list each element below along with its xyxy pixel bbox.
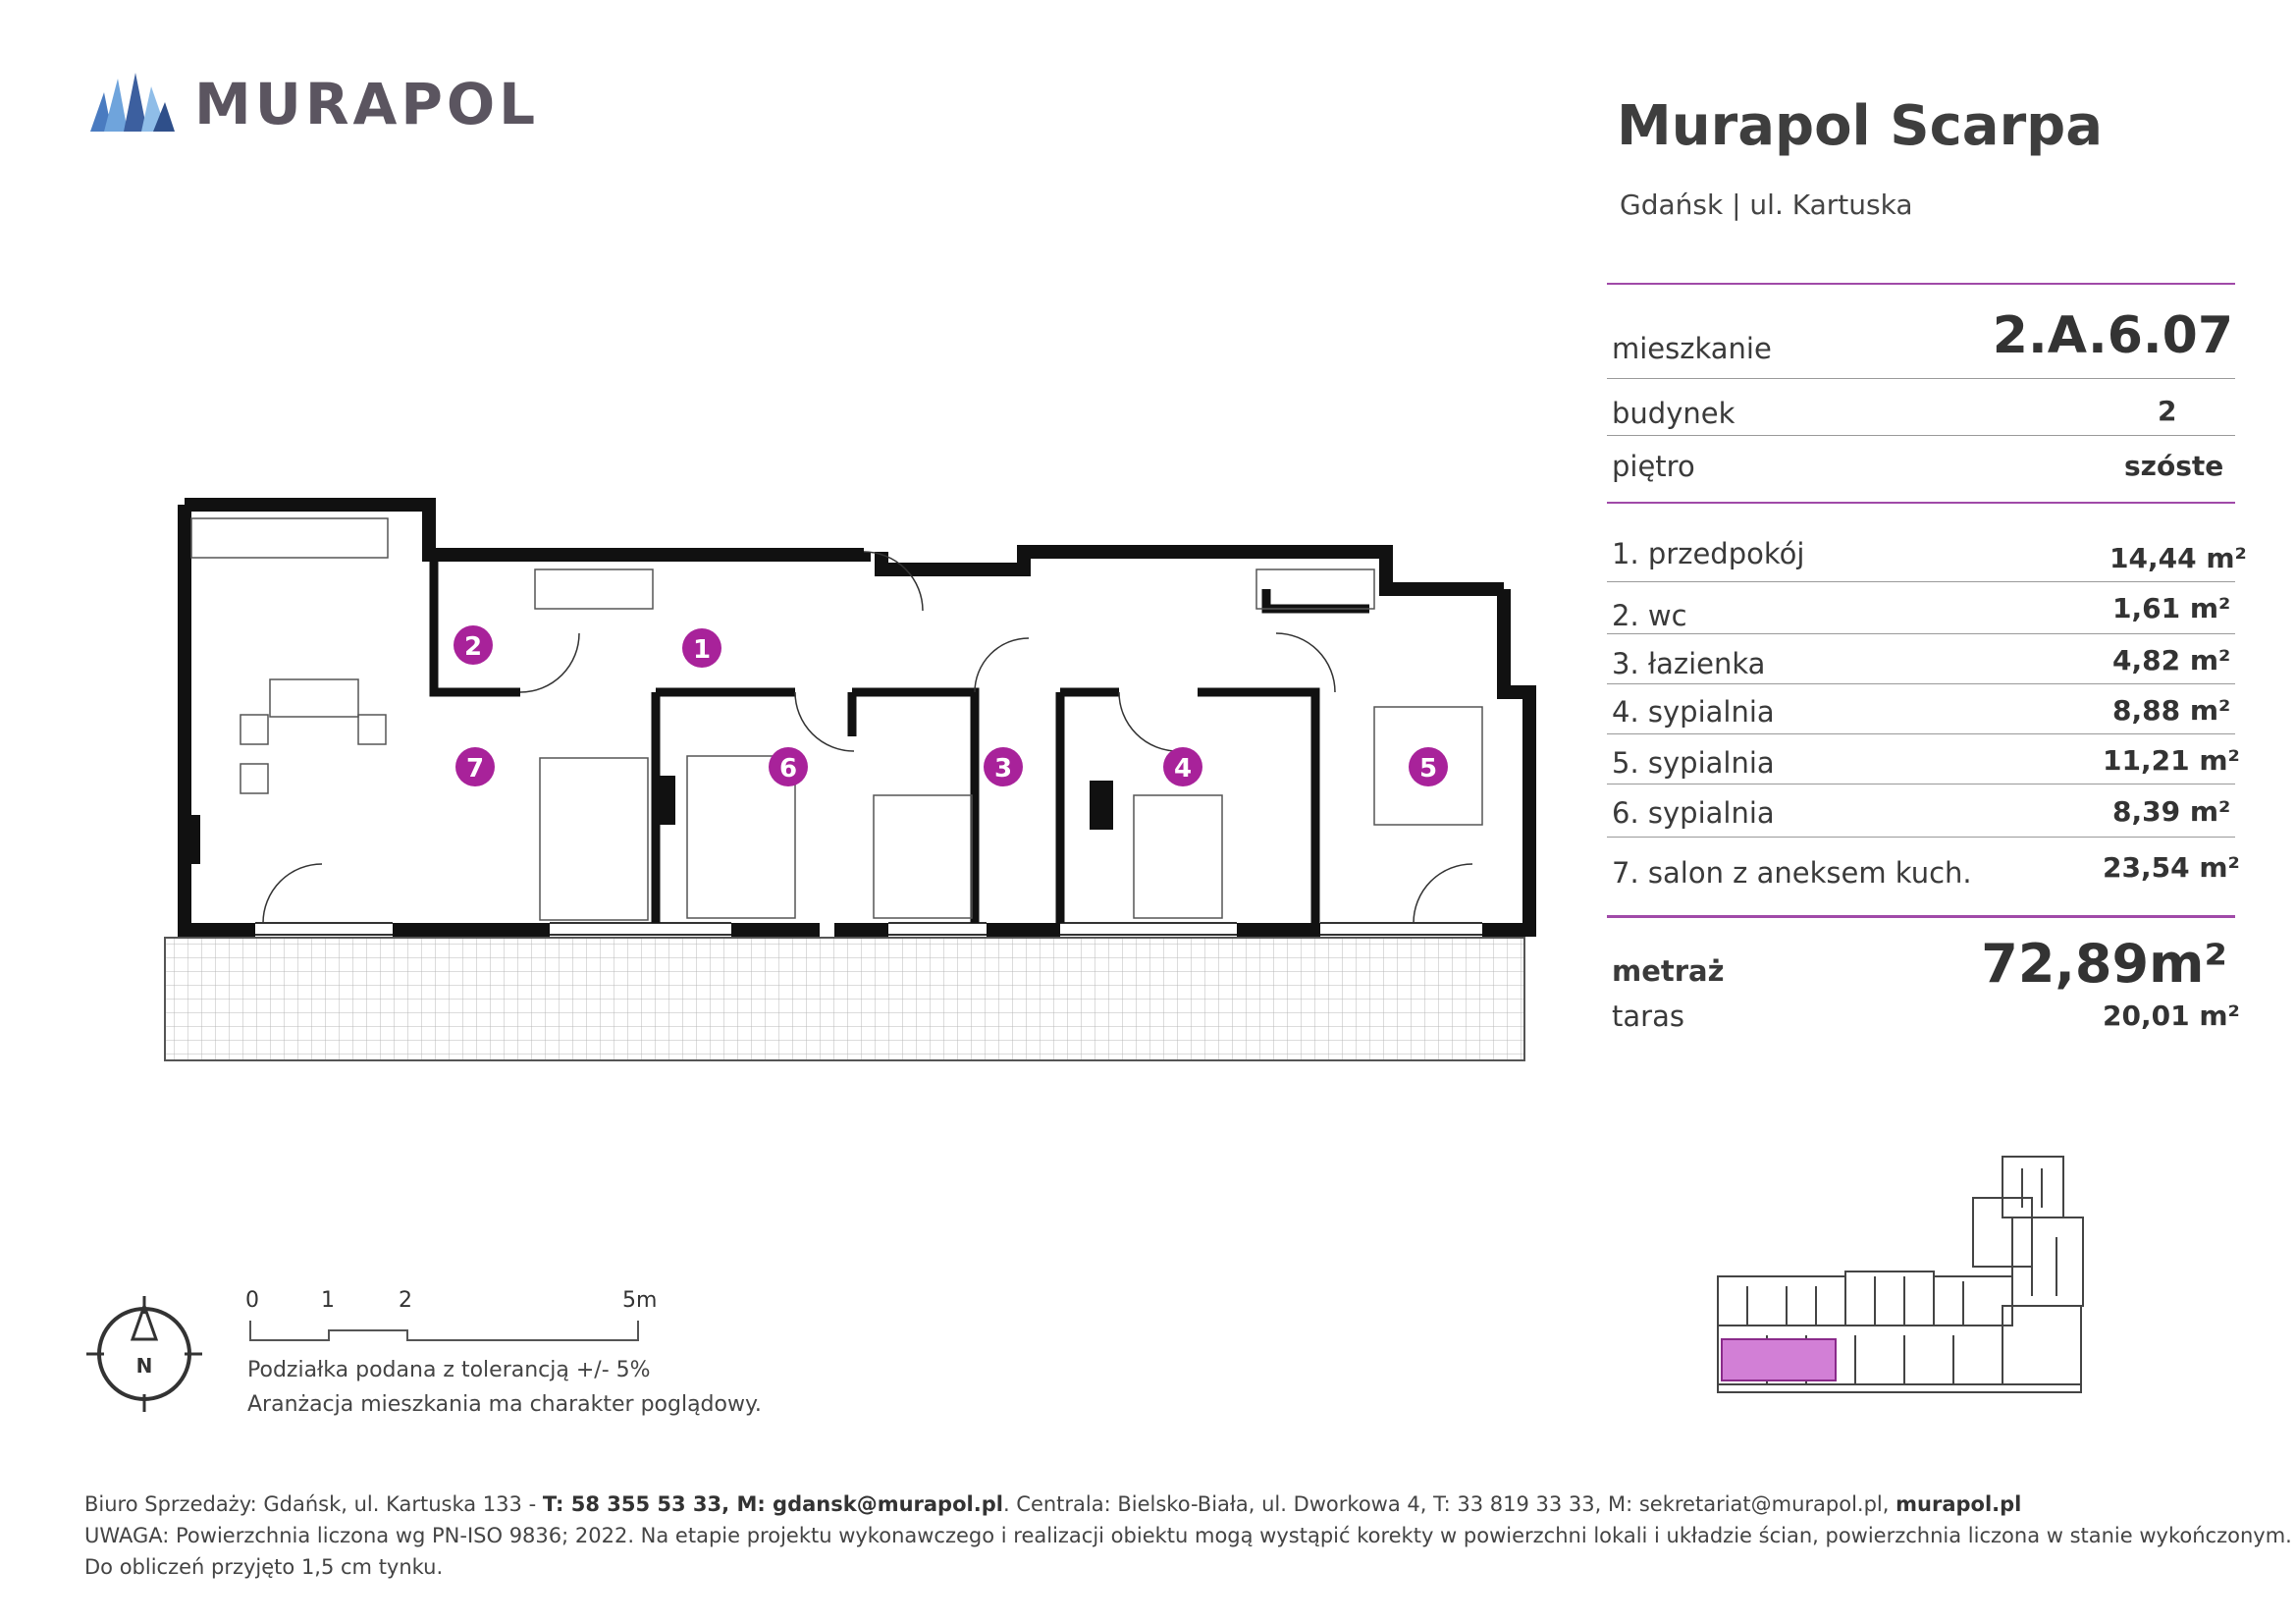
- footer-website-link[interactable]: murapol.pl: [1896, 1492, 2022, 1516]
- room-name: 3. łazienka: [1612, 647, 1766, 680]
- divider: [1607, 633, 2235, 634]
- room-name: 4. sypialnia: [1612, 695, 1775, 729]
- footer-contact: [84, 1492, 2021, 1516]
- interior-walls: [434, 560, 1369, 923]
- room-marker-label: 1: [692, 635, 712, 665]
- metraz-value: 72,89m²: [1981, 933, 2227, 995]
- room-area: 8,88 m²: [2112, 694, 2231, 727]
- room-markers: [454, 625, 1448, 786]
- floor-plan: [147, 491, 1541, 1070]
- divider: [1607, 435, 2235, 436]
- apartment-highlight: [1722, 1339, 1836, 1380]
- murapol-logo-icon: [90, 73, 175, 132]
- divider: [1607, 581, 2235, 582]
- room-marker-label: 7: [465, 754, 485, 784]
- footer-sales-office: Biuro Sprzedaży: Gdańsk, ul. Kartuska 133 -: [84, 1492, 543, 1516]
- divider: [1607, 837, 2235, 838]
- divider: [1607, 683, 2235, 684]
- project-address: Gdańsk | ul. Kartuska: [1620, 189, 1913, 221]
- metraz-label: metraż: [1612, 954, 1725, 988]
- room-name: 2. wc: [1612, 599, 1687, 632]
- scale-tick: 1: [321, 1288, 335, 1313]
- room-area: 11,21 m²: [2103, 744, 2240, 777]
- tolerance-note: Podziałka podana z tolerancją +/- 5%: [247, 1358, 651, 1382]
- room-marker-label: 4: [1173, 754, 1193, 784]
- furniture: [191, 518, 1482, 920]
- project-title: Murapol Scarpa: [1617, 94, 2104, 158]
- room-marker-label: 3: [993, 754, 1013, 784]
- room-area: 23,54 m²: [2103, 851, 2240, 884]
- scale-bar: [245, 1316, 648, 1345]
- room-name: 5. sypialnia: [1612, 746, 1775, 780]
- divider: [1607, 733, 2235, 734]
- room-marker-label: 5: [1418, 754, 1438, 784]
- room-name: 7. salon z aneksem kuch.: [1612, 856, 1972, 890]
- apartment-label: mieszkanie: [1612, 332, 1772, 365]
- room-name: 6. sypialnia: [1612, 796, 1775, 830]
- footer-notice: UWAGA: Powierzchnia liczona wg PN-ISO 9836; 2022. Na etapie projektu wykonawczego i realizacji obiektu mogą wystąpić korekty w powierzchni lokali i układzie ścian, powierzchnia liczona w stanie wykończonym.: [84, 1524, 2292, 1547]
- room-marker-label: 2: [463, 632, 483, 662]
- divider: [1607, 502, 2235, 504]
- compass-label: N: [135, 1354, 153, 1378]
- scale-tick: 5m: [622, 1288, 658, 1313]
- terrace: [165, 938, 1524, 1060]
- building-key-plan: [1708, 1149, 2101, 1404]
- room-marker-label: 6: [778, 754, 798, 784]
- footer-plaster-note: Do obliczeń przyjęto 1,5 cm tynku.: [84, 1555, 444, 1579]
- floor-value: szóste: [2124, 450, 2224, 482]
- room-area: 1,61 m²: [2112, 592, 2231, 624]
- scale-tick: 2: [399, 1288, 412, 1313]
- building-value: 2: [2158, 395, 2177, 427]
- taras-value: 20,01 m²: [2103, 1000, 2240, 1032]
- room-area: 14,44 m²: [2109, 542, 2247, 574]
- compass-icon: [86, 1296, 202, 1412]
- building-label: budynek: [1612, 397, 1735, 430]
- logo-text: MURAPOL: [194, 71, 540, 137]
- footer-sales-contact[interactable]: T: 58 355 53 33, M: gdansk@murapol.pl: [542, 1492, 1003, 1516]
- floor-label: piętro: [1612, 450, 1695, 483]
- room-area: 8,39 m²: [2112, 795, 2231, 828]
- divider: [1607, 283, 2235, 285]
- divider: [1607, 915, 2235, 918]
- footer-headquarters: . Centrala: Bielsko-Biała, ul. Dworkowa 4, T: 33 819 33 33, M: sekretariat@murapol.pl,: [1002, 1492, 1896, 1516]
- room-area: 4,82 m²: [2112, 644, 2231, 676]
- scale-tick: 0: [245, 1288, 259, 1313]
- room-name: 1. przedpokój: [1612, 537, 1805, 570]
- facade-wall-segments: [181, 776, 1536, 937]
- taras-label: taras: [1612, 1000, 1684, 1033]
- arrangement-note: Aranżacja mieszkania ma charakter poglądowy.: [247, 1392, 762, 1417]
- divider: [1607, 378, 2235, 379]
- apartment-number: 2.A.6.07: [1992, 306, 2233, 365]
